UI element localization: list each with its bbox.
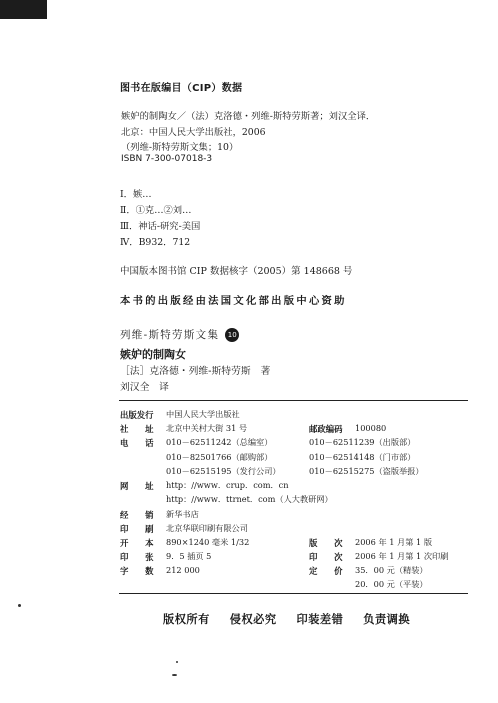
words-value: 212 000 bbox=[166, 565, 200, 575]
sheets-value: 9．5 插页 5 bbox=[166, 551, 212, 561]
cip-subject-4: Ⅳ．B932．712 bbox=[120, 237, 191, 248]
words-label: 字 数 bbox=[120, 566, 154, 576]
web-url-2: http：//www．ttrnet．com（人大教研网） bbox=[166, 494, 333, 504]
printer-value: 北京华联印刷有限公司 bbox=[166, 523, 248, 533]
publication-support-note: 本书的出版经由法国文化部出版中心资助 bbox=[120, 295, 347, 307]
format-label: 开 本 bbox=[120, 538, 154, 548]
edition-value: 2006 年 1 月第 1 版 bbox=[355, 537, 433, 547]
publisher-value: 中国人民大学出版社 bbox=[166, 409, 240, 419]
postcode-label: 邮政编码 bbox=[309, 424, 343, 434]
phone-left-2: 010－82501766（邮购部） bbox=[166, 452, 273, 462]
printing-value: 2006 年 1 月第 1 次印刷 bbox=[355, 551, 449, 561]
book-title: 嫉妒的制陶女 bbox=[120, 348, 186, 361]
book-author: ［法］克洛德・列维-斯特劳斯 著 bbox=[120, 366, 271, 377]
imprint-bottom-rule bbox=[119, 593, 468, 594]
sheets-label: 印 张 bbox=[120, 552, 154, 562]
price-label: 定 价 bbox=[309, 566, 343, 576]
phone-right-1: 010－62511239（出版部） bbox=[309, 437, 416, 447]
cip-title-line: 嫉妒的制陶女／（法）克洛德・列维-斯特劳斯著；刘汉全译． bbox=[121, 111, 376, 122]
series-row bbox=[120, 327, 239, 342]
book-translator: 刘汉全 译 bbox=[120, 382, 169, 393]
edition-label: 版 次 bbox=[309, 538, 343, 548]
cip-subject-3: Ⅲ．神话-研究-美国 bbox=[120, 221, 201, 232]
cip-series-line: （列维-斯特劳斯文集；10） bbox=[121, 142, 239, 153]
slogan-part-3: 印装差错 bbox=[296, 612, 344, 626]
phone-left-3: 010－62515195（发行公司） bbox=[166, 466, 281, 476]
printer-label: 印 刷 bbox=[120, 524, 154, 534]
cip-publisher-line: 北京：中国人民大学出版社，2006 bbox=[121, 127, 266, 138]
price-hardcover: 35．00 元（精装） bbox=[355, 565, 428, 575]
phone-label: 电 话 bbox=[120, 438, 154, 448]
scan-speck bbox=[172, 674, 177, 676]
phone-left-1: 010－62511242（总编室） bbox=[166, 437, 273, 447]
distributor-label: 经 销 bbox=[120, 510, 154, 520]
slogan-part-2: 侵权必究 bbox=[229, 612, 277, 626]
cip-record-number: 中国版本图书馆 CIP 数据核字（2005）第 148668 号 bbox=[120, 266, 353, 277]
phone-right-2: 010－62514148（门市部） bbox=[309, 452, 416, 462]
distributor-value: 新华书店 bbox=[166, 509, 199, 519]
cip-heading: 图书在版编目（CIP）数据 bbox=[120, 83, 243, 94]
printing-label: 印 次 bbox=[309, 552, 343, 562]
publisher-label: 出版发行 bbox=[120, 410, 154, 420]
scan-speck bbox=[176, 661, 178, 663]
slogan-part-1: 版权所有 bbox=[163, 612, 210, 626]
address-label: 社 址 bbox=[120, 424, 154, 434]
cip-isbn: ISBN 7-300-07018-3 bbox=[121, 154, 213, 164]
cip-subject-1: Ⅰ．嫉… bbox=[120, 189, 152, 200]
scan-corner-mark bbox=[0, 0, 47, 19]
series-number-badge: 10 bbox=[225, 328, 239, 342]
rights-slogan bbox=[163, 611, 410, 627]
scan-speck bbox=[18, 604, 21, 607]
address-value: 北京中关村大街 31 号 bbox=[166, 423, 248, 433]
web-label: 网 址 bbox=[120, 481, 154, 491]
phone-right-3: 010－62515275（盗版举报） bbox=[309, 466, 424, 476]
format-value: 890×1240 毫米 1/32 bbox=[166, 537, 250, 547]
web-url-1: http：//www．crup．com．cn bbox=[166, 480, 289, 490]
cip-subject-2: Ⅱ．①克…②刘… bbox=[120, 205, 192, 216]
imprint-top-rule bbox=[119, 400, 468, 401]
slogan-part-4: 负责调换 bbox=[363, 612, 411, 626]
series-name: 列维-斯特劳斯文集 bbox=[120, 329, 220, 341]
postcode-value: 100080 bbox=[355, 423, 387, 433]
price-paperback: 20．00 元（平装） bbox=[355, 579, 428, 589]
